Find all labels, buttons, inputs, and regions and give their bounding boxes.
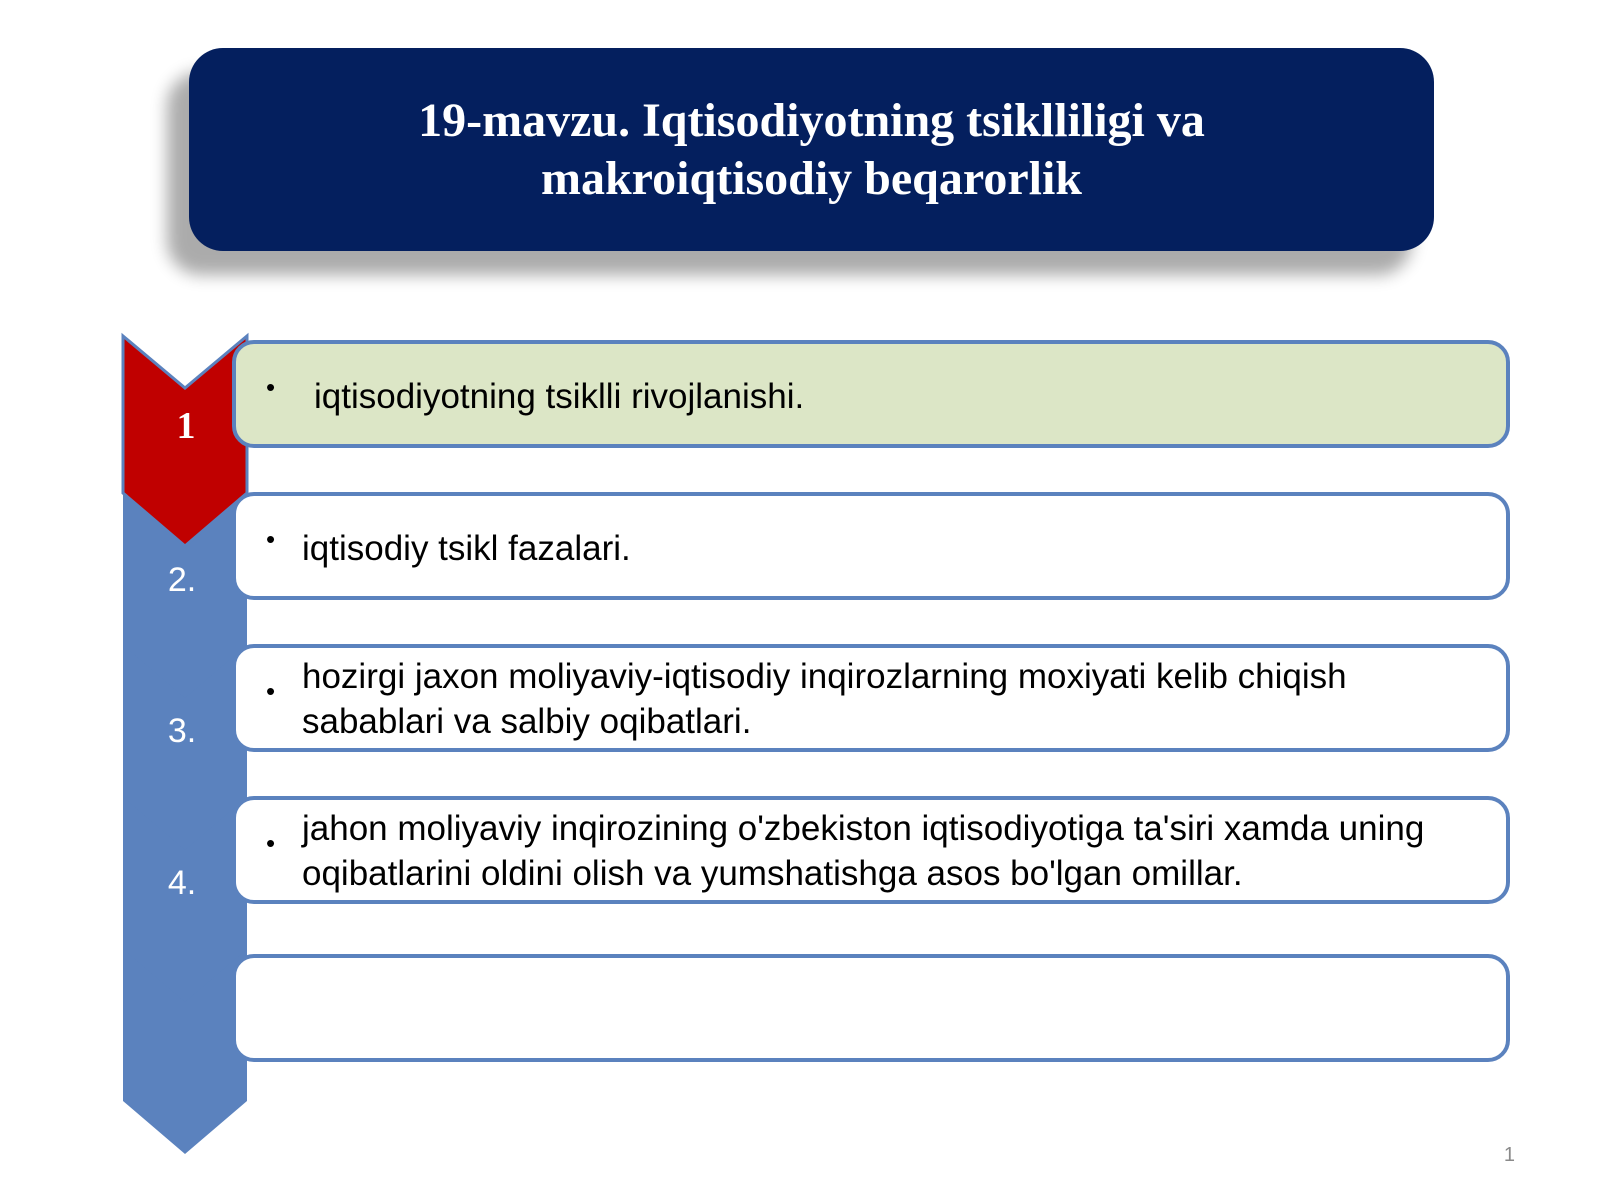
chevron-number-3: 3. [167,712,197,750]
list-item-text: iqtisodiy tsikl fazalari. [302,529,631,568]
chevron-number-2: 2. [167,561,197,599]
list-item-text: jahon moliyaviy inqirozining o'zbekiston iqtisodiyotiga ta'siri xamda uning oqibatlarini oldini olish va yumshatishga asos bo'lgan omillar. [302,809,1425,893]
bullet-icon: • [266,524,276,554]
list-item-1 [232,340,1510,448]
list-item-5 [232,954,1510,1062]
bullet-icon: • [266,372,276,402]
slide-title: 19-mavzu. Iqtisodiyotning tsiklliligi va makroiqtisodiy beqarorlik [418,93,1205,205]
chevron-number-4: 4. [167,864,197,902]
title-box [189,48,1434,251]
bullet-icon: • [266,676,276,706]
list-item-2 [232,492,1510,600]
page-number: 1 [1503,1144,1515,1166]
list-item-text: iqtisodiyotning tsiklli rivojlanishi. [314,377,805,416]
chevron-number-1: 1 [176,405,196,447]
bullet-icon: • [266,828,276,858]
list-item-3 [232,644,1510,752]
list-item-4 [232,796,1510,904]
list-item-text: hozirgi jaxon moliyaviy-iqtisodiy inqirozlarning moxiyati kelib chiqish sabablari va salbiy oqibatlari. [302,657,1347,741]
